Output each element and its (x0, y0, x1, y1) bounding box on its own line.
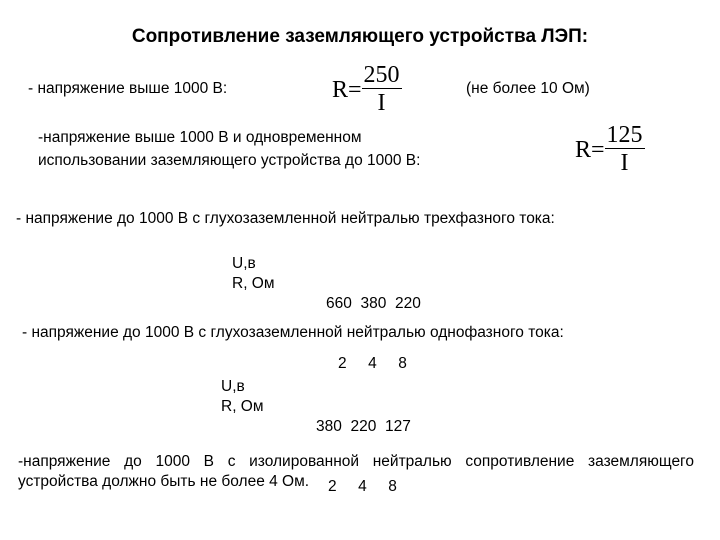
label-resistance: R, Ом (232, 275, 275, 292)
label-voltage: U,в (232, 255, 256, 272)
case3-labels (232, 254, 275, 294)
resistance-values: 2 4 8 (328, 478, 397, 495)
case4-text: - напряжение до 1000 В с глухозаземленной нейтралью однофазного тока: (22, 324, 564, 341)
denominator: I (377, 90, 386, 116)
formula-lhs: R= (332, 76, 362, 103)
label-voltage: U,в (221, 378, 245, 395)
numerator: 250 (363, 62, 400, 88)
case4-values (316, 377, 411, 517)
numerator: 125 (606, 122, 643, 148)
fraction (362, 62, 402, 117)
case5-text: -напряжение до 1000 В с изолированной нейтралью сопротивление заземляющего устройства должно быть не более 4 Ом. (18, 453, 694, 490)
case3-text: - напряжение до 1000 В с глухозаземленной нейтралью трехфазного тока: (16, 210, 555, 227)
denominator: I (620, 150, 629, 176)
case1-note: (не более 10 Ом) (466, 80, 590, 97)
fraction (605, 122, 645, 177)
case4-labels (221, 377, 264, 417)
case2-line1: -напряжение выше 1000 В и одновременном (38, 129, 362, 146)
formula-250 (332, 62, 402, 117)
formula-lhs: R= (575, 136, 605, 163)
voltage-values: 380 220 127 (316, 418, 411, 435)
label-resistance: R, Ом (221, 398, 264, 415)
case2-line2: использовании заземляющего устройства до 1000 В: (38, 152, 421, 169)
formula-125 (575, 122, 645, 177)
case1-text: - напряжение выше 1000 В: (28, 80, 228, 97)
page-title: Сопротивление заземляющего устройства ЛЭП: (131, 26, 589, 47)
voltage-values: 660 380 220 (326, 295, 421, 312)
resistance-values: 2 4 8 (338, 355, 407, 372)
